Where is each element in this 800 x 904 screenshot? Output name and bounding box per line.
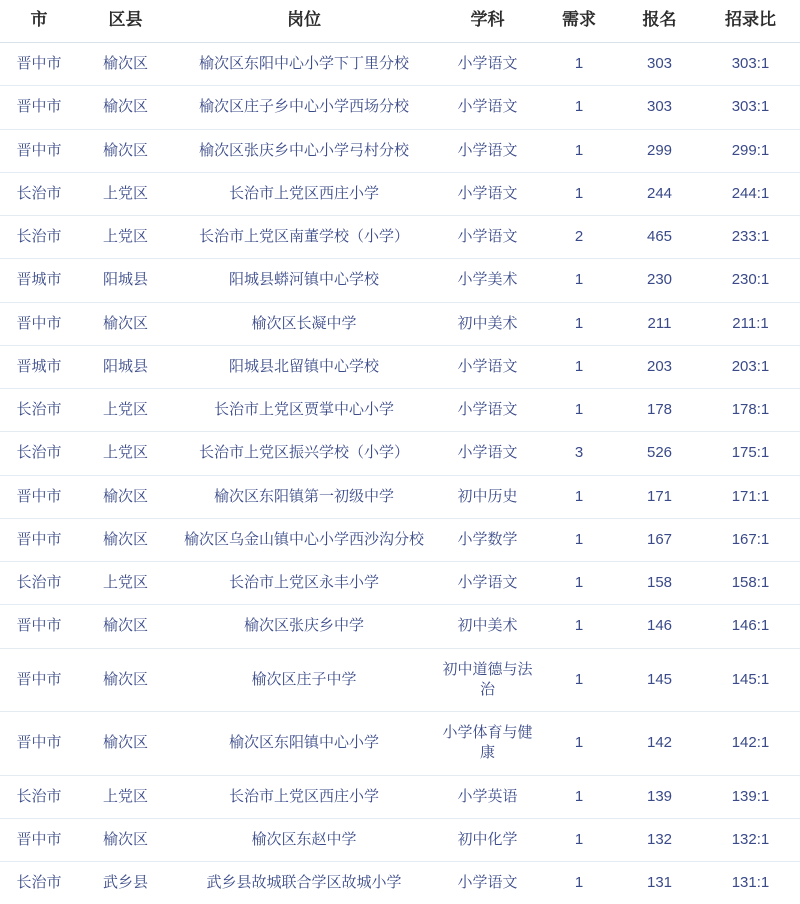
cell-subj: 小学语文 [435, 172, 540, 215]
cell-city: 晋中市 [0, 518, 78, 561]
cell-ratio: 211:1 [701, 302, 800, 345]
cell-ratio: 303:1 [701, 43, 800, 86]
cell-dist: 榆次区 [78, 129, 173, 172]
table-row [0, 648, 800, 712]
cell-apply: 146 [618, 605, 701, 648]
cell-city: 晋中市 [0, 605, 78, 648]
cell-apply: 132 [618, 818, 701, 861]
cell-city: 长治市 [0, 216, 78, 259]
cell-subj: 小学语文 [435, 43, 540, 86]
cell-city: 晋中市 [0, 129, 78, 172]
cell-apply: 139 [618, 775, 701, 818]
cell-post: 榆次区庄子中学 [173, 648, 435, 712]
cell-post: 榆次区东赵中学 [173, 818, 435, 861]
cell-need: 3 [540, 432, 618, 475]
cell-post: 长治市上党区南董学校（小学） [173, 216, 435, 259]
cell-ratio: 145:1 [701, 648, 800, 712]
cell-post: 榆次区长凝中学 [173, 302, 435, 345]
cell-apply: 526 [618, 432, 701, 475]
cell-apply: 211 [618, 302, 701, 345]
cell-need: 1 [540, 302, 618, 345]
cell-apply: 303 [618, 86, 701, 129]
cell-need: 1 [540, 562, 618, 605]
cell-ratio: 233:1 [701, 216, 800, 259]
cell-city: 晋中市 [0, 648, 78, 712]
cell-ratio: 139:1 [701, 775, 800, 818]
cell-dist: 上党区 [78, 172, 173, 215]
cell-dist: 上党区 [78, 389, 173, 432]
cell-subj: 小学语文 [435, 389, 540, 432]
cell-city: 晋中市 [0, 712, 78, 776]
column-header-post: 岗位 [173, 0, 435, 43]
table-row [0, 775, 800, 818]
cell-ratio: 146:1 [701, 605, 800, 648]
cell-ratio: 158:1 [701, 562, 800, 605]
cell-post: 阳城县蟒河镇中心学校 [173, 259, 435, 302]
cell-subj: 小学语文 [435, 129, 540, 172]
table-row [0, 259, 800, 302]
table-header [0, 0, 800, 43]
cell-ratio: 167:1 [701, 518, 800, 561]
cell-subj: 小学语文 [435, 562, 540, 605]
table-row [0, 86, 800, 129]
cell-city: 长治市 [16, 874, 62, 892]
cell-city: 晋中市 [0, 818, 78, 861]
cell-post: 长治市上党区贾掌中心小学 [173, 389, 435, 432]
cell-need: 1 [540, 129, 618, 172]
cell-dist: 阳城县 [78, 259, 173, 302]
cell-need: 1 [540, 172, 618, 215]
cell-city: 晋中市 [0, 302, 78, 345]
cell-city: 长治市 [0, 562, 78, 605]
cell-need: 1 [540, 605, 618, 648]
column-header-district: 区县 [78, 0, 173, 43]
cell-need: 1 [540, 818, 618, 861]
column-header-applicants: 报名 [618, 0, 701, 43]
cell-dist: 榆次区 [78, 518, 173, 561]
cell-need: 1 [540, 775, 618, 818]
cell-need: 1 [540, 712, 618, 776]
column-header-city: 市 [0, 0, 78, 43]
cell-subj: 初中道德与法治 [435, 648, 540, 712]
cell-city: 长治市 [0, 389, 78, 432]
cell-need: 1 [540, 86, 618, 129]
table-header-row [0, 0, 800, 43]
column-header-demand: 需求 [540, 0, 618, 43]
cell-need: 1 [574, 874, 584, 892]
cell-city: 晋城市 [0, 345, 78, 388]
cell-ratio: 178:1 [701, 389, 800, 432]
table-row [0, 43, 800, 86]
cell-dist: 榆次区 [78, 648, 173, 712]
table-row [0, 302, 800, 345]
table-body [0, 43, 800, 904]
cell-post: 榆次区张庆乡中心小学弓村分校 [173, 129, 435, 172]
cell-dist: 榆次区 [78, 302, 173, 345]
cell-need: 1 [540, 259, 618, 302]
cell-subj: 初中美术 [435, 302, 540, 345]
cell-city: 晋中市 [0, 475, 78, 518]
cell-subj: 小学语文 [435, 345, 540, 388]
cell-post: 长治市上党区西庄小学 [173, 172, 435, 215]
cell-apply: 299 [618, 129, 701, 172]
cell-apply: 203 [618, 345, 701, 388]
cell-ratio: 230:1 [701, 259, 800, 302]
cell-post: 榆次区东阳镇中心小学 [173, 712, 435, 776]
cell-subj: 初中历史 [435, 475, 540, 518]
table-row [0, 345, 800, 388]
cell-ratio: 244:1 [701, 172, 800, 215]
cell-ratio: 303:1 [701, 86, 800, 129]
table-row [0, 605, 800, 648]
cell-post: 长治市上党区振兴学校（小学） [173, 432, 435, 475]
cell-need: 1 [540, 389, 618, 432]
table-row [0, 216, 800, 259]
table-row [0, 389, 800, 432]
cell-post: 榆次区东阳镇第一初级中学 [173, 475, 435, 518]
cell-post: 长治市上党区西庄小学 [173, 775, 435, 818]
table-row [0, 475, 800, 518]
cell-post: 榆次区东阳中心小学下丁里分校 [173, 43, 435, 86]
cell-city: 长治市 [0, 172, 78, 215]
cell-ratio: 171:1 [701, 475, 800, 518]
cell-dist: 上党区 [78, 775, 173, 818]
cell-city: 晋中市 [0, 43, 78, 86]
table-row [0, 518, 800, 561]
cell-subj: 初中美术 [435, 605, 540, 648]
cell-need: 1 [540, 43, 618, 86]
cell-subj: 小学体育与健康 [435, 712, 540, 776]
cell-apply: 171 [618, 475, 701, 518]
cell-apply: 244 [618, 172, 701, 215]
table-row [0, 818, 800, 861]
cell-post: 长治市上党区永丰小学 [173, 562, 435, 605]
cell-ratio: 299:1 [701, 129, 800, 172]
cell-dist: 武乡县 [102, 874, 148, 892]
cell-subj: 小学语文 [435, 216, 540, 259]
cell-apply: 303 [618, 43, 701, 86]
cell-apply: 465 [618, 216, 701, 259]
cell-apply: 142 [618, 712, 701, 776]
cell-need: 1 [540, 518, 618, 561]
cell-dist: 榆次区 [78, 43, 173, 86]
cell-post: 榆次区乌金山镇中心小学西沙沟分校 [173, 518, 435, 561]
cell-post: 阳城县北留镇中心学校 [173, 345, 435, 388]
cell-post: 武乡县故城联合学区故城小学 [206, 874, 402, 892]
cell-ratio: 132:1 [701, 818, 800, 861]
cell-dist: 上党区 [78, 216, 173, 259]
cell-dist: 榆次区 [78, 605, 173, 648]
cell-dist: 阳城县 [78, 345, 173, 388]
cell-subj: 小学语文 [457, 874, 518, 892]
cell-apply: 145 [618, 648, 701, 712]
table-row [0, 172, 800, 215]
cell-city: 晋中市 [0, 86, 78, 129]
cell-subj: 小学英语 [435, 775, 540, 818]
cell-ratio: 142:1 [701, 712, 800, 776]
table-row [0, 129, 800, 172]
cell-city: 长治市 [0, 775, 78, 818]
cell-post: 榆次区庄子乡中心小学西场分校 [173, 86, 435, 129]
cell-ratio: 131:1 [731, 874, 770, 892]
cell-need: 1 [540, 475, 618, 518]
cell-subj: 小学语文 [435, 432, 540, 475]
cell-need: 1 [540, 345, 618, 388]
cell-post: 榆次区张庆乡中学 [173, 605, 435, 648]
cell-dist: 榆次区 [78, 712, 173, 776]
cell-ratio: 175:1 [701, 432, 800, 475]
cell-apply: 178 [618, 389, 701, 432]
table-row [0, 562, 800, 605]
cell-apply: 167 [618, 518, 701, 561]
cell-ratio: 203:1 [701, 345, 800, 388]
cell-city: 晋城市 [0, 259, 78, 302]
cell-subj: 初中化学 [435, 818, 540, 861]
cell-dist: 榆次区 [78, 475, 173, 518]
cell-city: 长治市 [0, 432, 78, 475]
cell-apply: 131 [646, 874, 673, 892]
table-row [0, 712, 800, 776]
table-row [0, 432, 800, 475]
cell-apply: 158 [618, 562, 701, 605]
table-row [0, 862, 800, 904]
cell-dist: 榆次区 [78, 818, 173, 861]
cell-apply: 230 [618, 259, 701, 302]
column-header-subject: 学科 [435, 0, 540, 43]
cell-subj: 小学语文 [435, 86, 540, 129]
cell-dist: 榆次区 [78, 86, 173, 129]
cell-subj: 小学数学 [435, 518, 540, 561]
cell-subj: 小学美术 [435, 259, 540, 302]
cell-dist: 上党区 [78, 432, 173, 475]
cell-need: 1 [540, 648, 618, 712]
cell-need: 2 [540, 216, 618, 259]
cell-dist: 上党区 [78, 562, 173, 605]
column-header-ratio: 招录比 [701, 0, 800, 43]
